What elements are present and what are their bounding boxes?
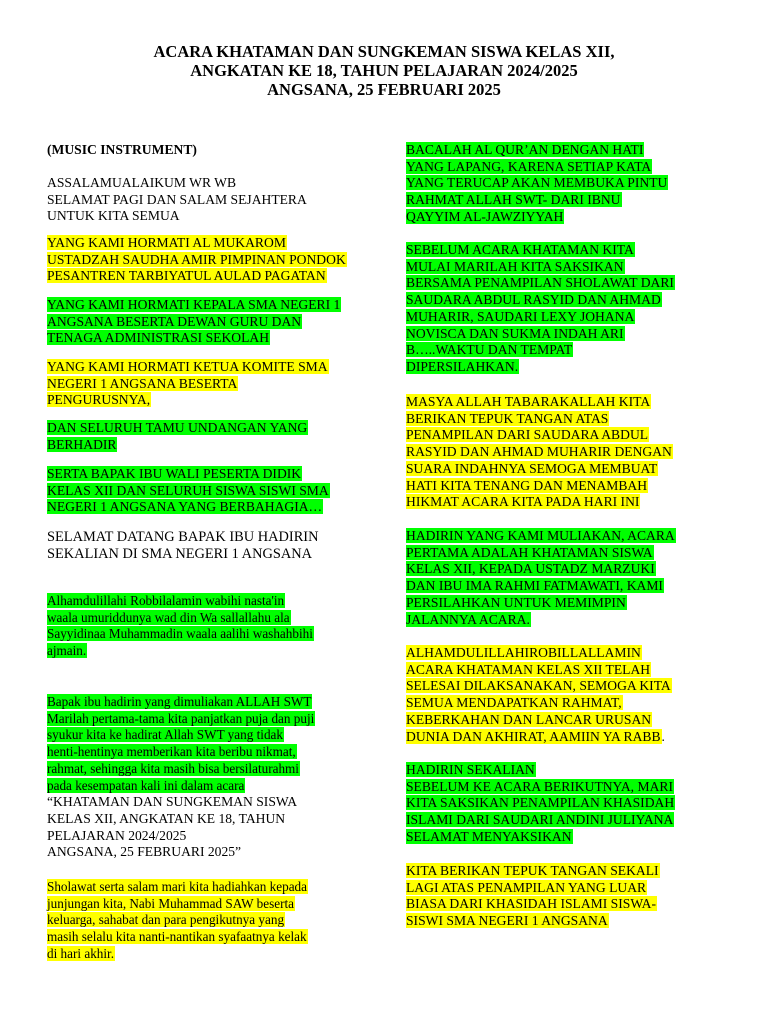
- opening-greeting: [47, 175, 307, 225]
- text-line: HATI KITA TENANG DAN MENAMBAH: [406, 477, 648, 493]
- text-line: BACALAH AL QUR’AN DENGAN HATI: [406, 142, 644, 157]
- text-line: SEBELUM KE ACARA BERIKUTNYA, MARI: [406, 778, 673, 794]
- text-line: ALHAMDULILLAHIROBILLALLAMIN: [406, 645, 641, 660]
- text-line: masih selalu kita nanti-nantikan syafaatnya kelak: [47, 929, 307, 945]
- text-line: ajmain.: [47, 643, 87, 659]
- greeting-line: UNTUK KITA SEMUA: [47, 208, 180, 224]
- text-line: Bapak ibu hadirin yang dimuliakan ALLAH SWT: [47, 694, 312, 709]
- title-line-1: ACARA KHATAMAN DAN SUNGKEMAN SISWA KELAS XII,: [153, 42, 615, 61]
- hamdalah-paragraph: [47, 593, 314, 660]
- text-line: YANG KAMI HORMATI KETUA KOMITE SMA: [47, 359, 328, 374]
- text-line: TENAGA ADMINISTRASI SEKOLAH: [47, 330, 270, 346]
- text-line: rahmat, sehingga kita masih bisa bersilaturahmi: [47, 760, 299, 776]
- text-line: KITA SAKSIKAN PENAMPILAN KHASIDAH: [406, 795, 675, 811]
- text-line: SAUDARA ABDUL RASYID DAN AHMAD: [406, 292, 661, 308]
- text-line: YANG KAMI HORMATI KEPALA SMA NEGERI 1: [47, 297, 341, 312]
- text-line: junjungan kita, Nabi Muhammad SAW beserta: [47, 895, 295, 911]
- khasidah-applause-paragraph: [406, 863, 660, 930]
- text-line: HADIRIN YANG KAMI MULIAKAN, ACARA: [406, 528, 675, 543]
- text-line: SELAMAT DATANG BAPAK IBU HADIRIN: [47, 529, 319, 545]
- text-line: NEGERI 1 ANGSANA BESERTA: [47, 375, 238, 391]
- text-line: DAN IBU IMA RAHMI FATMAWATI, KAMI: [406, 578, 663, 594]
- text-line: MUHARIR, SAUDARI LEXY JOHANA: [406, 308, 635, 324]
- sholawat-performance-paragraph: [406, 242, 675, 376]
- text-line: SELESAI DILAKSANAKAN, SEMOGA KITA: [406, 678, 671, 694]
- text-line: NEGERI 1 ANGSANA YANG BERBAHAGIA…: [47, 499, 323, 515]
- text-line: KELAS XII DAN SELURUH SISWA SISWI SMA: [47, 482, 329, 498]
- gratitude-paragraph: [47, 694, 315, 861]
- text-line: “KHATAMAN DAN SUNGKEMAN SISWA: [47, 794, 298, 810]
- text-line: USTADZAH SAUDHA AMIR PIMPINAN PONDOK: [47, 251, 346, 267]
- title-line-3: ANGSANA, 25 FEBRUARI 2025: [267, 80, 501, 99]
- honor-principal-paragraph: [47, 297, 341, 347]
- text-line: JALANNYA ACARA.: [406, 611, 530, 627]
- quran-quote-paragraph: [406, 142, 668, 226]
- text-line: waala umuriddunya wad din Wa sallallahu ala: [47, 609, 290, 625]
- text-line: ANGSANA, 25 FEBRUARI 2025”: [47, 844, 242, 860]
- greeting-line: ASSALAMUALAIKUM WR WB: [47, 175, 237, 190]
- text-line: PERSILAHKAN UNTUK MEMIMPIN: [406, 594, 626, 610]
- text-line: syukur kita ke hadirat Allah SWT yang tidak: [47, 727, 283, 743]
- text-line: PENAMPILAN DARI SAUDARA ABDUL: [406, 427, 649, 443]
- text-line: Alhamdulillahi Robbilalamin wabihi nasta'in: [47, 593, 285, 608]
- text-line: YANG KAMI HORMATI AL MUKAROM: [47, 235, 286, 250]
- text-line: RAHMAT ALLAH SWT- DARI IBNU: [406, 192, 621, 208]
- text-line: KELAS XII, KEPADA USTADZ MARZUKI: [406, 561, 655, 577]
- khataman-opening-paragraph: [406, 528, 676, 628]
- greeting-line: SELAMAT PAGI DAN SALAM SEJAHTERA: [47, 191, 307, 207]
- khasidah-intro-paragraph: [406, 762, 675, 846]
- text-line: RASYID DAN AHMAD MUHARIR DENGAN: [406, 444, 672, 460]
- text-line: MULAI MARILAH KITA SAKSIKAN: [406, 258, 624, 274]
- honor-committee-paragraph: [47, 359, 329, 409]
- text-line: QAYYIM AL-JAWZIYYAH: [406, 208, 564, 224]
- text-line: PENGURUSNYA,: [47, 392, 151, 408]
- text-line: DUNIA DAN AKHIRAT, AAMIIN YA RABB: [406, 728, 661, 744]
- document-title: [0, 42, 768, 99]
- text-line: NOVISCA DAN SUKMA INDAH ARI: [406, 325, 624, 341]
- text-line: HADIRIN SEKALIAN: [406, 762, 535, 777]
- text-line: SISWI SMA NEGERI 1 ANGSANA: [406, 913, 608, 929]
- text-line: SEBELUM ACARA KHATAMAN KITA: [406, 242, 634, 257]
- text-line: SERTA BAPAK IBU WALI PESERTA DIDIK: [47, 466, 302, 481]
- text-line: BERSAMA PENAMPILAN SHOLAWAT DARI: [406, 275, 674, 291]
- text-line: BIASA DARI KHASIDAH ISLAMI SISWA-: [406, 896, 656, 912]
- welcome-paragraph: [47, 529, 319, 562]
- text-line: Sayyidinaa Muhammadin waala aalihi washahbihi: [47, 626, 313, 642]
- text-line: pada kesempatan kali ini dalam acara: [47, 777, 245, 793]
- text-line: SELAMAT MENYAKSIKAN: [406, 828, 572, 844]
- text-line: DIPERSILAHKAN.: [406, 358, 519, 374]
- text-line-tail: .: [661, 728, 665, 744]
- text-line: PELAJARAN 2024/2025: [47, 827, 187, 843]
- khataman-closing-paragraph: [406, 645, 672, 745]
- text-line: SEKALIAN DI SMA NEGERI 1 ANGSANA: [47, 545, 313, 562]
- text-line: ISLAMI DARI SAUDARI ANDINI JULIYANA: [406, 812, 674, 828]
- text-line: SUARA INDAHNYA SEMOGA MEMBUAT: [406, 460, 658, 476]
- text-line: henti-hentinya memberikan kita beribu nikmat,: [47, 744, 296, 760]
- title-line-2: ANGKATAN KE 18, TAHUN PELAJARAN 2024/2025: [190, 61, 578, 80]
- text-line: MASYA ALLAH TABARAKALLAH KITA: [406, 394, 651, 409]
- text-line: KITA BERIKAN TEPUK TANGAN SEKALI: [406, 863, 659, 878]
- applause-paragraph: [406, 394, 673, 511]
- text-line: KELAS XII, ANGKATAN KE 18, TAHUN: [47, 810, 286, 826]
- guests-paragraph: [47, 420, 308, 453]
- text-line: HIKMAT ACARA KITA PADA HARI INI: [406, 494, 640, 510]
- parents-students-paragraph: [47, 466, 330, 516]
- text-line: SEMUA MENDAPATKAN RAHMAT,: [406, 695, 622, 711]
- text-line: YANG LAPANG, KARENA SETIAP KATA: [406, 158, 652, 174]
- text-line: Marilah pertama-tama kita panjatkan puja dan puji: [47, 710, 315, 726]
- text-line: Sholawat serta salam mari kita hadiahkan kepada: [47, 879, 307, 894]
- text-line: BERHADIR: [47, 436, 117, 452]
- text-line: B…..WAKTU DAN TEMPAT: [406, 342, 573, 358]
- text-line: PERTAMA ADALAH KHATAMAN SISWA: [406, 544, 653, 560]
- text-line: ANGSANA BESERTA DEWAN GURU DAN: [47, 313, 302, 329]
- text-line: ACARA KHATAMAN KELAS XII TELAH: [406, 661, 651, 677]
- honor-ustadzah-paragraph: [47, 235, 347, 285]
- text-line: YANG TERUCAP AKAN MEMBUKA PINTU: [406, 175, 668, 191]
- text-line: KEBERKAHAN DAN LANCAR URUSAN: [406, 711, 652, 727]
- text-line: BERIKAN TEPUK TANGAN ATAS: [406, 410, 609, 426]
- text-line: DAN SELURUH TAMU UNDANGAN YANG: [47, 420, 308, 435]
- sholawat-paragraph: [47, 879, 308, 963]
- text-line: di hari akhir.: [47, 945, 115, 961]
- music-instrument-label: (MUSIC INSTRUMENT): [47, 142, 197, 157]
- text-line: keluarga, sahabat dan para pengikutnya yang: [47, 912, 285, 928]
- text-line: LAGI ATAS PENAMPILAN YANG LUAR: [406, 879, 647, 895]
- text-line: PESANTREN TARBIYATUL AULAD PAGATAN: [47, 268, 326, 284]
